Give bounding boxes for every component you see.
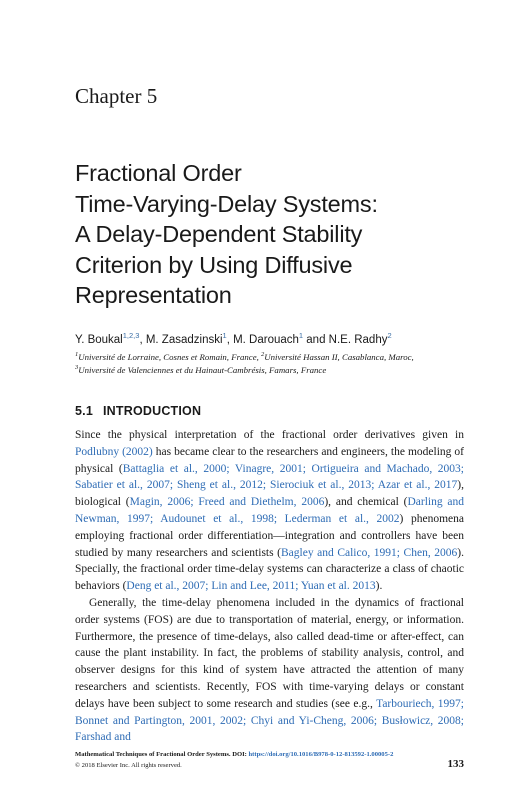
author-name: Y. Boukal xyxy=(75,333,123,346)
citation-link[interactable]: Tarbouriech, 1997; Bonnet and Partington, 2001, 2002; Chyi and Yi-Cheng, 2006; Busłowicz, 2008; Farshad and xyxy=(75,697,464,744)
section-heading xyxy=(75,404,201,418)
affiliation-line xyxy=(75,364,515,375)
author-separator: , xyxy=(139,333,146,346)
footer-book-title: Mathematical Techniques of Fractional Order Systems. DOI: xyxy=(75,751,249,758)
doi-link[interactable]: https://doi.org/10.1016/B978-0-12-813592-1.00005-2 xyxy=(248,751,394,758)
affiliation-text: Université de Valenciennes et du Hainaut-Cambrésis, Famars, France xyxy=(78,364,327,375)
paragraph xyxy=(75,427,464,595)
section-number: 5.1 xyxy=(75,404,93,418)
author-affiliation-marker[interactable]: 1 xyxy=(222,331,227,340)
citation-link[interactable]: Podlubny (2002) xyxy=(75,445,153,458)
title-line: Representation xyxy=(75,282,232,308)
paragraph-text: ), biological ( xyxy=(75,479,464,509)
paragraph-text: ), and chemical ( xyxy=(324,496,408,509)
author-affiliation-marker[interactable]: 1 xyxy=(298,331,304,340)
author-name: M. Darouach xyxy=(233,333,299,346)
affiliation-text: Université de Lorraine, Cosnes et Romain, France, xyxy=(78,351,262,362)
author-affiliation-marker[interactable]: 2 xyxy=(387,331,392,340)
title-line: Time-Varying-Delay Systems: xyxy=(75,190,378,217)
title-line: Fractional Order xyxy=(75,160,242,186)
footer-book-info xyxy=(75,751,393,758)
section-title: INTRODUCTION xyxy=(102,404,202,418)
citation-link[interactable]: Deng et al., 2007; Lin and Lee, 2011; Yuan et al. 2013 xyxy=(126,580,376,593)
page-number: 133 xyxy=(447,758,464,770)
citation-link[interactable]: Battaglia et al., 2000; Vinagre, 2001; Ortigueira and Machado, 2003; Sabatier et al., 2007; Sheng et al., 2012; Sierociuk et al., 2013; Azar et al., 2017 xyxy=(75,462,464,492)
author-affiliation-marker[interactable]: 1,2,3 xyxy=(122,331,140,340)
chapter-title xyxy=(75,158,515,311)
chapter-label: Chapter 5 xyxy=(75,84,158,108)
citation-link[interactable]: Darling and Newman, 1997; Audounet et al., 1998; Lederman et al., 2002 xyxy=(75,496,465,525)
citation-link[interactable]: Bagley and Calico, 1991; Chen, 2006 xyxy=(281,546,458,559)
paragraph-text: ) phenomena employing fractional order differentiation—integration and controllers have been studied by many researchers and scientists ( xyxy=(75,512,465,559)
citation-link[interactable]: Magin, 2006; Freed and Diethelm, 2006 xyxy=(129,496,325,509)
paragraph xyxy=(75,595,464,746)
affiliation-text: Université Hassan II, Casablanca, Maroc, xyxy=(264,351,414,362)
title-line: A Delay-Dependent Stability xyxy=(75,221,363,247)
paragraph-text: Generally, the time-delay phenomena included in the dynamics of fractional order systems (FOS) are due to transportation of material, energy, or information. Furthermore, the presence of time-delays, also called dead-time or after-effect, can cause the plant instability. In fact, the problems of stability analysis, control, and observer designs for this kind of system have attracted the attention of many researchers and scientists. Recently, FOS with time-varying delays or constant delays have been subject to some research and studies (see e.g., xyxy=(75,596,464,710)
affiliation-number: 3 xyxy=(75,364,79,371)
paragraph-text: ). Specially, the fractional order time-delay systems can characterize a class of chaotic behaviors ( xyxy=(75,546,464,593)
paragraph-text: has became clear to the researchers and engineers, the modeling of physical ( xyxy=(75,445,464,475)
affiliation-number: 2 xyxy=(261,351,265,358)
footer-copyright: © 2018 Elsevier Inc. All rights reserved. xyxy=(75,762,182,769)
title-line: Criterion by Using Diffusive xyxy=(75,251,353,278)
affiliation-line xyxy=(75,351,515,362)
paragraph-text: Since the physical interpretation of the fractional order derivatives given in xyxy=(75,429,464,441)
body-text xyxy=(75,427,464,746)
paragraph-text: ). xyxy=(375,580,383,593)
author-list xyxy=(75,331,515,346)
author-separator: , xyxy=(226,333,234,346)
author-name: N.E. Radhy xyxy=(328,333,388,346)
author-name: M. Zasadzinski xyxy=(145,333,223,346)
affiliation-number: 1 xyxy=(75,351,79,358)
author-separator: and xyxy=(303,333,329,346)
